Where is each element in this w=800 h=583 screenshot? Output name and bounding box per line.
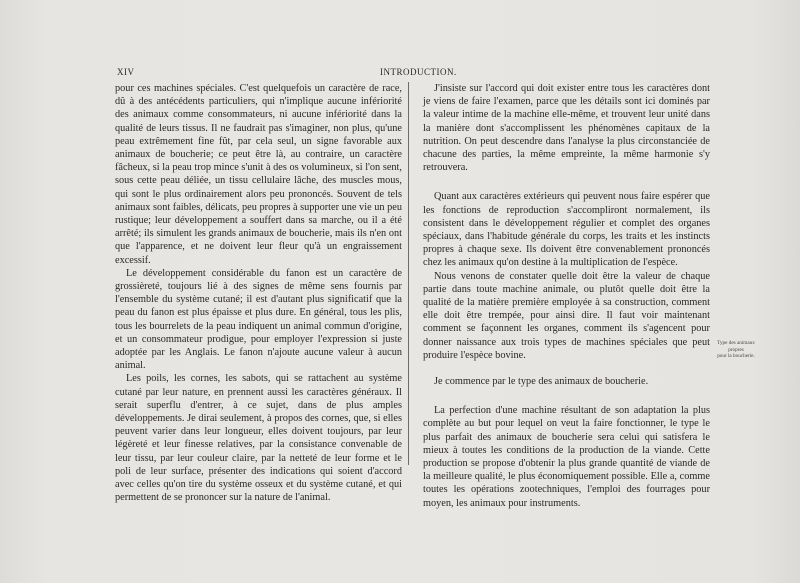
margin-note-line: pour la boucherie. [717,353,755,359]
paragraph: Nous venons de constater quelle doit être la valeur de chaque partie dans toute machine animale, ou plutôt quelle doit être la qualité de la matière première employée à sa construction, comment elle doit être trempée, pour ainsi dire. Il faut voir maintenant comment se façonnent les organes, comment ils s'agencent pour donner naissance aux trois types de machines spéciales que peut produire l'espèce bovine. [423,270,710,361]
paragraph: Quant aux caractères extérieurs qui peuvent nous faire espérer que les fonctions de reproduction s'accompliront normalement, ils consistent dans le développement régulier et complet des organes spéciaux, dans l'habitude générale du corps, les traits et les instincts propres à chaque sexe. Ils doivent être convenablement prononcés chez les animaux qu'on destine à la multiplication de l'espèce. [423,191,710,269]
margin-note-line: Type des animaux [717,340,755,346]
paragraph: Je commence par le type des animaux de boucherie. [434,376,649,388]
paragraph: La perfection d'une machine résultant de son adaptation la plus complète au but pour lequel on veut la faire fonctionner, le type le plus parfait des animaux de boucherie sera celui qui satisfera le mieux à toutes les conditions de la production de la viande. Cette production se propose d'obtenir la plus grande quantité de viande de la meilleure qualité, le plus économiquement possible. Elle a, comme toutes les opérations zootechniques, l'emploi des fourrages pour moyen, les animaux pour instruments. [423,405,710,509]
column-divider [408,82,409,465]
right-text-column [423,82,710,510]
left-text-column [115,82,402,505]
paragraph: Le développement considérable du fanon est un caractère de grossièreté, toujours lié à des signes de même sens fournis par l'ensemble du système cutané; il est d'autant plus significatif que la peau du fanon est plus épaisse et plus dure. En général, tous les plis, tous les bourrelets de la peau indiquent un animal commun d'origine, et un consommateur prodigue, pour employer l'expression si juste adoptée par les Anglais. Le fanon n'ajoute aucune valeur à aucun animal. [115,267,402,372]
paragraph: pour ces machines spéciales. C'est quelquefois un caractère de race, dû à des antécédents particuliers, qui n'implique aucune infériorité des animaux comme consommateurs, ni aucune infériorité dans la qualité de leurs tissus. Il ne faudrait pas s'imaginer, non plus, qu'une peau extrêmement fine fût, par cela seul, un signe favorable aux animaux de boucherie; ce peut être là, au contraire, un caractère fâcheux, si la peau trop mince s'unit à des os volumineux, si l'on sent, sous cette peau déliée, un tissu cellulaire lâche, des muscles mous, qui sont le plus ordinairement alors peu prononcés. Souvent de tels animaux sont faibles, délicats, peu propres à supporter une vie un peu rustique; leur développement a souffert dans sa marche, ou il a été arrêté; ils simulent les grands animaux de boucherie, mais ils n'en ont que l'apparence, et ne doivent leur fleur qu'à un engraissement excessif. [115,83,402,266]
margin-note [708,340,764,360]
margin-note-line: propres [728,346,744,353]
paragraph: J'insiste sur l'accord qui doit exister entre tous les caractères dont je viens de faire l'examen, parce que les détails sont ici dominés par la valeur intime de la machine elle-même, et trouvent leur unité dans la manière dont s'accomplissent les phénomènes capitaux de la nutrition. On peut descendre dans l'analyse la plus circonstanciée de chacune des parties, la même empreinte, la même harmonie s'y retrouvera. [423,83,710,174]
running-title: INTRODUCTION. [380,67,457,77]
paragraph: Les poils, les cornes, les sabots, qui se rattachent au système cutané par leur nature, en prennent aussi les caractères généraux. Il serait superflu d'entrer, à ce sujet, dans de plus amples développements. Je dirai seulement, à propos des cornes, que, si elles peuvent varier dans leur longueur, elles doivent toujours, par leur légèreté et leur finesse relatives, par la consistance convenable de leur tissu, par leur couleur claire, par la netteté de leur forme et le poli de leur surface, présenter des indications qui soient d'accord avec celles qu'on tire du système osseux et du système cutané, et qui permettent de se prononcer sur la nature de l'animal. [115,373,402,504]
page-number: XIV [117,67,135,77]
page-header [0,67,800,79]
